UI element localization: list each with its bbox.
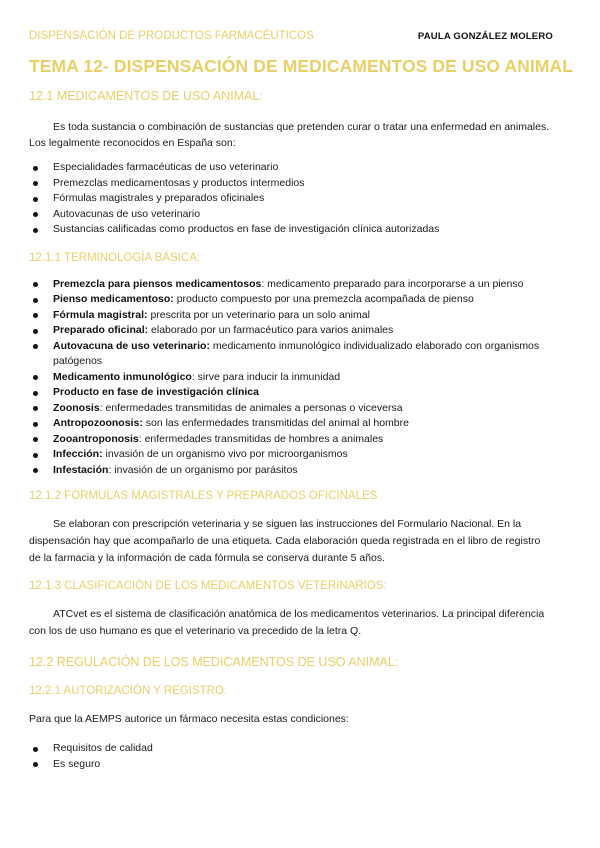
term-definition: : enfermedades transmitidas de animales a personas o viceversa <box>99 401 403 414</box>
section-12-1-list <box>29 160 553 238</box>
list-item: Fórmulas magistrales y preparados oficinales <box>29 191 553 207</box>
list-item: Es seguro <box>29 757 553 773</box>
term-name: Infestación <box>53 463 109 476</box>
term-name: Zooantroponosis <box>53 432 139 445</box>
list-item: Autovacunas de uso veterinario <box>29 207 553 223</box>
author-name: PAULA GONZÁLEZ MOLERO <box>417 31 553 42</box>
term-definition: invasión de un organismo vivo por microorganismos <box>102 448 348 460</box>
list-item: Requisitos de calidad <box>29 741 553 757</box>
section-12-1-1-heading: 12.1.1 TERMINOLOGÍA BÁSICA: <box>29 251 201 264</box>
term-name: Medicamento inmunológico <box>53 370 192 383</box>
term-definition: : enfermedades transmitidas de hombres a animales <box>138 432 384 445</box>
term-name: Producto en fase de investigación clínica <box>53 386 259 398</box>
term-item <box>29 463 553 479</box>
term-name: Preparado oficinal: <box>53 324 149 336</box>
term-item <box>29 339 553 370</box>
term-definition: : invasión de un organismo por parásitos <box>108 463 298 476</box>
term-definition: son las enfermedades transmitidas del animal al hombre <box>142 417 409 429</box>
term-definition: elaborado por un farmacéutico para varios animales <box>148 324 394 336</box>
term-item <box>29 432 553 448</box>
term-item <box>29 370 553 386</box>
terminology-list <box>29 277 553 479</box>
course-title: DISPENSACIÓN DE PRODUCTOS FARMACÉUTICOS <box>29 30 314 42</box>
term-definition: medicamento inmunológico individualizado elaborado con organismos patógenos <box>53 339 540 367</box>
section-12-1-heading: 12.1 MEDICAMENTOS DE USO ANIMAL: <box>29 89 263 103</box>
term-definition: prescrita por un veterinario para un solo animal <box>147 308 370 321</box>
document-page <box>29 30 574 772</box>
section-12-2-1-text: Para que la AEMPS autorice un fármaco necesita estas condiciones: <box>29 713 349 725</box>
term-item <box>29 292 553 308</box>
term-name: Zoonosis <box>53 401 100 414</box>
list-item: Premezclas medicamentosas y productos intermedios <box>29 176 553 192</box>
list-item: Sustancias calificadas como productos en fase de investigación clínica autorizadas <box>29 222 553 238</box>
term-name: Fórmula magistral: <box>53 308 148 321</box>
term-name: Premezcla para piensos medicamentosos <box>53 277 262 290</box>
term-item <box>29 401 553 417</box>
term-item <box>29 308 553 324</box>
section-12-2-1-heading: 12.2.1 AUTORIZACIÓN Y REGISTRO: <box>29 685 228 697</box>
section-12-1-3-heading: 12.1.3 CLASIFICACIÓN DE LOS MEDICAMENTOS VETERINARIOS: <box>29 580 387 592</box>
section-12-1-2-heading: 12.1.2 FÓRMULAS MAGISTRALES Y PREPARADOS OFICINALES <box>29 490 378 502</box>
term-item <box>29 277 553 293</box>
term-item <box>29 323 553 339</box>
section-12-1-2-text: Se elaboran con prescripción veterinaria y se siguen las instrucciones del Formulario Nacional. En la dispensación hay que acompañarlo de una etiqueta. Cada elaboración queda registrada en el libro de registro de la farmacia y la información de cada fórmula se conserva durante 5 años. <box>29 518 541 564</box>
list-item: Especialidades farmacéuticas de uso veterinario <box>29 160 553 176</box>
term-name: Pienso medicamentoso: <box>53 293 174 305</box>
page-title: TEMA 12- DISPENSACIÓN DE MEDICAMENTOS DE USO ANIMAL <box>29 56 574 76</box>
running-header <box>29 30 553 42</box>
term-name: Infección: <box>53 448 103 460</box>
term-name: Autovacuna de uso veterinario: <box>53 339 210 352</box>
section-12-1-3-text: ATCvet es el sistema de clasificación anatómica de los medicamentos veterinarios. La principal diferencia con los de uso humano es que el veterinario va precedido de la letra Q. <box>29 608 545 637</box>
term-item <box>29 447 553 463</box>
section-12-2-1-list <box>29 741 553 772</box>
section-12-2-heading: 12.2 REGULACIÓN DE LOS MEDICAMENTOS DE USO ANIMAL: <box>29 655 399 669</box>
term-name: Antropozoonosis: <box>53 417 143 429</box>
section-12-1-intro: Es toda sustancia o combinación de sustancias que pretenden curar o tratar una enfermedad en animales. Los legalmente reconocidos en España son: <box>29 121 550 149</box>
term-item <box>29 385 553 401</box>
term-definition: : medicamento preparado para incorporarse a un pienso <box>261 277 524 290</box>
term-definition: : sirve para inducir la inmunidad <box>191 370 341 383</box>
term-item <box>29 416 553 432</box>
term-definition: producto compuesto por una premezcla acompañada de pienso <box>173 293 474 305</box>
